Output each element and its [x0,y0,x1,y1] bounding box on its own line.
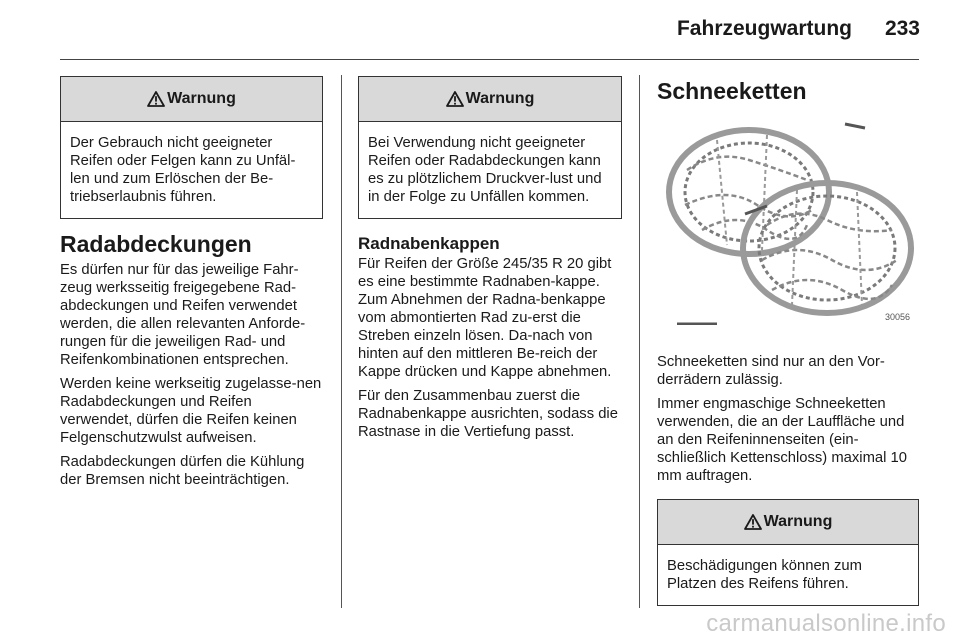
column-left [60,76,323,489]
subheading-hub-caps: Radnabenkappen [358,234,500,253]
warning-label: Warnung [167,90,236,107]
warning-text: Der Gebrauch nicht geeigneter Reifen oder Felgen kann zu Unfäl-len und zum Erlöschen der Be-triebserlaubnis führen. [70,135,296,205]
paragraph: Es dürfen nur für das jeweilige Fahr-zeug werksseitig freigegebene Rad-abdeckungen und Reifen verwendet werden, die allen relevanten Anforde-rungen für die jeweiligen Rad- und Reifenkombinationen entsprechen. [60,262,306,368]
warning-triangle-icon [744,514,762,530]
warning-header [359,77,621,122]
warning-box-tires [60,76,323,219]
paragraph: Für den Zusammenbau zuerst die Radnabenkappe ausrichten, sodass die Rastnase in die Vertiefung passt. [358,388,618,440]
figure-number: 30056 [885,312,911,322]
warning-text: Beschädigungen können zum Platzen des Reifens führen. [667,558,862,592]
page-header [0,0,960,60]
paragraph: Schneeketten sind nur an den Vor-derrädern zulässig. [657,354,885,388]
warning-label: Warnung [763,513,833,530]
warning-triangle-icon [446,91,464,107]
warning-triangle-icon [147,91,165,107]
column-divider-2 [639,75,640,608]
column-divider-1 [341,75,342,608]
section-heading-snow-chains: Schneeketten [657,78,807,104]
paragraph: Radabdeckungen dürfen die Kühlung der Bremsen nicht beeinträchtigen. [60,454,305,488]
paragraph: Für Reifen der Größe 245/35 R 20 gibt es eine bestimmte Radnaben-kappe. Zum Abnehmen der Radna-benkappe vom abmontierten Rad zu-erst die Streben einzeln lösen. Da-nach von hinten auf den mittleren Be-reich der Kappe drücken und Kappe abnehmen. [358,256,612,380]
warning-box-snow-chains [657,499,919,606]
snow-chain-illustration [657,110,919,325]
column-right [657,76,919,606]
paragraph: Immer engmaschige Schneeketten verwenden, die an der Lauffläche und an den Reifeninnenseiten (ein-schließlich Kettenschloss) maximal 10 mm auftragen. [657,396,907,484]
warning-header [658,500,918,545]
header-divider [60,59,919,60]
paragraph: Werden keine werkseitig zugelasse-nen Radabdeckungen und Reifen verwendet, dürfen die Reifen keinen Felgenschutzwulst aufweisen. [60,376,322,446]
page-number: 233 [884,17,920,40]
section-heading-wheel-covers: Radabdeckungen [60,231,252,257]
column-middle [358,76,622,441]
warning-box-wheel-covers [358,76,622,219]
header-title: Fahrzeugwartung [676,17,852,40]
watermark: carmanualsonline.info [706,610,946,637]
warning-text: Bei Verwendung nicht geeigneter Reifen oder Radabdeckungen kann es zu plötzlichem Druckver-lust und in der Folge zu Unfällen kommen. [368,135,602,205]
warning-header [61,77,322,122]
warning-label: Warnung [465,90,535,107]
